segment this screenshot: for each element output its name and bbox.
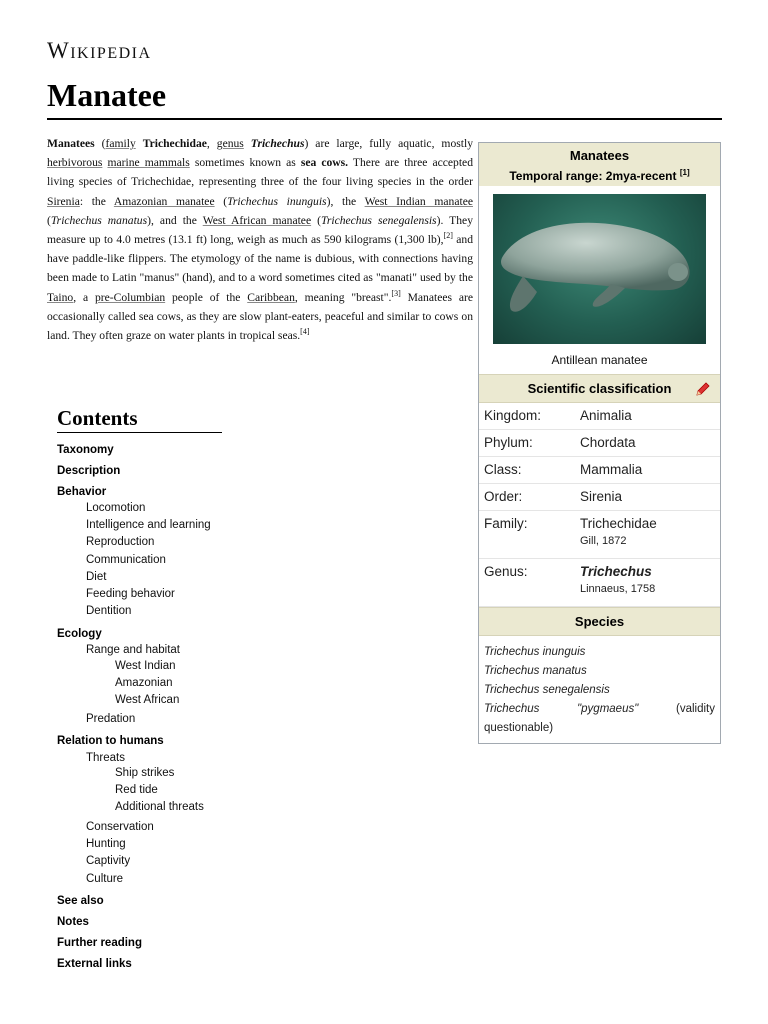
rank-value[interactable]: Trichechidae <box>580 516 657 531</box>
link-amazonian-manatee[interactable]: Amazonian manatee <box>113 194 215 208</box>
rank-value: Trichechus <box>580 564 652 579</box>
lead-text: ), the <box>326 194 365 208</box>
link-pre-columbian[interactable]: pre-Columbian <box>94 290 166 304</box>
classification-row-phylum <box>479 430 720 457</box>
toc-item[interactable]: Taxonomy <box>57 444 114 456</box>
classification-row-class <box>479 457 720 484</box>
species-item-note: (validity <box>676 703 715 715</box>
classification-row-genus <box>479 559 720 607</box>
toc-title: Contents <box>57 406 222 433</box>
manatee-photo[interactable] <box>493 194 706 344</box>
lead-text: ( <box>214 194 228 208</box>
link-herbivorous[interactable]: herbivorous <box>47 156 103 170</box>
lead-text: sometimes known as <box>189 156 301 170</box>
toc-item[interactable]: See also <box>57 895 104 907</box>
rank-label: Class: <box>484 462 522 477</box>
toc-subsubitem[interactable]: Additional threats <box>115 801 204 813</box>
toc-subitem[interactable]: Range and habitat <box>86 644 180 656</box>
toc-subitem[interactable]: Threats <box>86 752 125 764</box>
rank-label: Kingdom: <box>484 408 542 423</box>
toc-item[interactable]: Behavior <box>57 486 107 498</box>
species-item-genus: Trichechus <box>484 703 540 715</box>
lead-text: ) are large, fully aquatic, mostly <box>304 137 473 150</box>
classification-row-order <box>479 484 720 511</box>
taxobox <box>478 142 721 744</box>
toc-subitem[interactable]: Feeding behavior <box>86 588 175 600</box>
species-item[interactable]: Trichechus manatus <box>484 665 587 677</box>
toc-subitem[interactable]: Culture <box>86 873 124 885</box>
toc-item[interactable]: Ecology <box>57 628 102 640</box>
rank-value[interactable]: Chordata <box>580 435 636 450</box>
toc-subsubitem[interactable]: Amazonian <box>115 677 173 689</box>
toc-subitem[interactable]: Diet <box>86 571 107 583</box>
toc-subitem[interactable]: Intelligence and learning <box>86 519 211 531</box>
link-genus[interactable]: genus <box>216 137 244 150</box>
rank-value[interactable]: Sirenia <box>580 489 623 504</box>
page-title: Manatee <box>47 74 722 120</box>
lead-text: and have paddle-like flippers. The etymology of the name is dubious, with connections having been made to Latin "manus" (hand), and to a word sometimes cited as "manati" used by the <box>47 233 473 285</box>
rank-label: Phylum: <box>484 435 533 450</box>
edit-pencil-icon[interactable] <box>695 381 711 397</box>
lead-text: : the <box>79 194 114 208</box>
toc-subitem[interactable]: Reproduction <box>86 536 155 548</box>
toc-item[interactable]: Further reading <box>57 937 142 949</box>
toc-subsubitem[interactable]: Ship strikes <box>115 767 175 779</box>
link-marine-mammals[interactable]: marine mammals <box>107 156 190 170</box>
table-of-contents <box>57 406 387 970</box>
lead-paragraph <box>47 134 473 345</box>
toc-item[interactable]: External links <box>57 958 132 970</box>
lead-text: , a <box>73 290 95 304</box>
toc-subitem[interactable]: Communication <box>86 554 166 566</box>
toc-subsubitem[interactable]: West African <box>115 694 180 706</box>
lead-text: ), and the <box>147 213 203 227</box>
rank-authority: Linnaeus, 1758 <box>580 583 656 595</box>
species-item-note-cont: questionable) <box>484 722 554 734</box>
link-family[interactable]: family <box>105 137 136 150</box>
toc-item[interactable]: Notes <box>57 916 89 928</box>
taxobox-name: Manatees <box>569 148 630 163</box>
lead-bold-sea-cows: sea cows. <box>300 156 349 170</box>
temporal-range <box>479 168 720 183</box>
wikipedia-wordmark[interactable]: Wikipedia <box>47 38 152 63</box>
scientific-classification-header <box>479 374 720 403</box>
temporal-range-text: Temporal range: 2mya-recent <box>509 169 677 183</box>
lead-italic: Trichechus senegalensis <box>321 213 437 227</box>
lead-bold-trichechidae: Trichechidae <box>142 137 207 150</box>
toc-item[interactable]: Description <box>57 465 121 477</box>
species-label: Species <box>574 614 625 629</box>
classification-row-kingdom <box>479 403 720 430</box>
taxobox-header <box>479 143 720 186</box>
rank-authority: Gill, 1872 <box>580 535 627 547</box>
lead-text: , meaning "breast". <box>294 290 392 304</box>
rank-label: Order: <box>484 489 523 504</box>
toc-subitem[interactable]: Captivity <box>86 855 131 867</box>
ref-2[interactable]: [2] <box>443 231 453 241</box>
link-west-indian-manatee[interactable]: West Indian manatee <box>364 194 473 208</box>
species-item[interactable]: Trichechus inunguis <box>484 646 586 658</box>
rank-label: Family: <box>484 516 528 531</box>
rank-value[interactable]: Mammalia <box>580 462 643 477</box>
toc-subitem[interactable]: Dentition <box>86 605 132 617</box>
ref-3[interactable]: [3] <box>391 288 401 298</box>
link-sirenia[interactable]: Sirenia <box>47 194 80 208</box>
rank-label: Genus: <box>484 564 528 579</box>
classification-row-family <box>479 511 720 559</box>
lead-text: There are three accepted living species of Trichechidae, representing three of the four living species in the order <box>47 156 473 189</box>
species-list <box>479 636 720 738</box>
toc-subitem[interactable]: Conservation <box>86 821 154 833</box>
lead-text: ( <box>94 137 106 150</box>
toc-item[interactable]: Relation to humans <box>57 735 164 747</box>
lead-text: Manatees are occasionally called sea cows, as they are slow plant-eaters, peaceful and similar to cows on land. They often graze on water plants in tropical seas. <box>47 290 473 343</box>
ref-1[interactable]: [1] <box>679 168 690 177</box>
species-item[interactable]: Trichechus senegalensis <box>484 684 610 696</box>
lead-text: ). They measure up to 4.0 metres (13.1 ft) long, weigh as much as 590 kilograms (1,300 lb), <box>47 213 474 247</box>
lead-text: people of the <box>165 290 248 304</box>
toc-subitem[interactable]: Predation <box>86 713 136 725</box>
toc-subitem[interactable]: Locomotion <box>86 502 146 514</box>
photo-caption: Antillean manatee <box>551 353 648 367</box>
link-taino[interactable]: Taino <box>47 290 74 304</box>
link-caribbean[interactable]: Caribbean <box>247 290 295 304</box>
species-item-epithet: "pygmaeus" <box>577 703 639 715</box>
lead-text: , <box>206 137 217 150</box>
lead-italic: Trichechus inunguis <box>227 194 327 208</box>
ref-4[interactable]: [4] <box>300 327 310 337</box>
toc-subsubitem[interactable]: West Indian <box>115 660 176 672</box>
species-header <box>479 607 720 636</box>
lead-bold-manatees: Manatees <box>47 137 95 150</box>
lead-bold-trichechus: Trichechus <box>250 137 305 150</box>
lead-italic: Trichechus manatus <box>50 213 148 227</box>
lead-text <box>136 137 143 150</box>
manatee-illustration <box>493 194 706 344</box>
lead-text: ( <box>47 213 51 227</box>
species-item <box>484 700 715 719</box>
rank-value[interactable]: Animalia <box>580 408 632 423</box>
lead-text <box>244 137 251 150</box>
toc-subitem[interactable]: Hunting <box>86 838 126 850</box>
scientific-classification-label: Scientific classification <box>527 381 672 396</box>
toc-subsubitem[interactable]: Red tide <box>115 784 158 796</box>
link-west-african-manatee[interactable]: West African manatee <box>202 213 312 227</box>
lead-text: ( <box>311 213 322 227</box>
